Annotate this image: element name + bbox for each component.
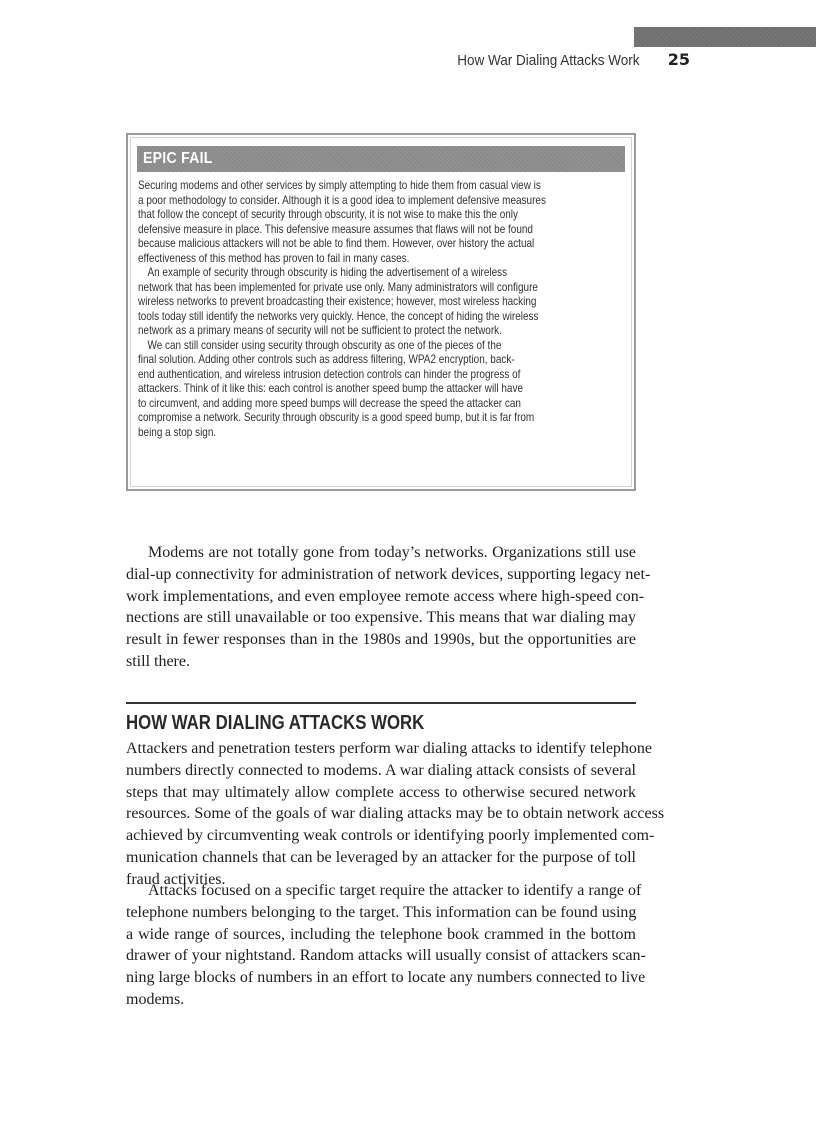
section-paragraph: [126, 738, 665, 891]
text-line: network as a primary means of security will not be sufficient to protect the network.: [138, 324, 502, 337]
text-line: defensive measure in place. This defensive measure assumes that flaws will not be found: [138, 222, 533, 236]
epic-fail-title: EPIC FAIL: [143, 150, 213, 167]
text-line: munication channels that can be leveraged by an attacker for the purpose of toll: [126, 848, 636, 866]
text-line: wireless networks to prevent broadcasting their existence; however, most wireless hacking: [138, 295, 537, 308]
text-line: to circumvent, and adding more speed bumps will decrease the speed the attacker can: [138, 396, 521, 410]
text-line: because malicious attackers will not be able to find them. However, over history the actual: [138, 237, 535, 250]
text-line: modems.: [126, 990, 185, 1008]
section-divider: [126, 702, 636, 704]
text-line: ning large blocks of numbers in an effort to locate any numbers connected to live: [126, 969, 646, 987]
text-line: a wide range of sources, including the telephone book crammed in the bottom: [126, 925, 636, 943]
text-line: nections are still unavailable or too expensive. This means that war dialing may: [126, 609, 636, 627]
text-line: Attacks focused on a specific target require the attacker to identify a range of: [148, 882, 642, 899]
text-line: fraud activities.: [126, 870, 226, 888]
text-line: that follow the concept of security through obscurity, it is not wise to make this the only: [138, 208, 518, 221]
text-line: still there.: [126, 652, 190, 670]
chapter-tab-bar: [634, 27, 816, 47]
text-line: Attackers and penetration testers perform war dialing attacks to identify telephone: [126, 740, 653, 757]
text-line: drawer of your nightstand. Random attacks will usually consist of attackers scan-: [126, 947, 646, 965]
running-head: [0, 50, 690, 74]
text-line: effectiveness of this method has proven to fail in many cases.: [138, 251, 410, 265]
text-line: result in fewer responses than in the 1980s and 1990s, but the opportunities are: [126, 631, 636, 649]
text-line: attackers. Think of it like this: each control is another speed bump the attacker will have: [138, 382, 523, 395]
epic-fail-body: [138, 179, 626, 440]
text-line: end authentication, and wireless intrusion detection controls can hinder the progress of: [138, 367, 521, 381]
epic-fail-sidebar: [126, 133, 636, 491]
epic-fail-paragraph: [138, 266, 626, 339]
running-head-title: How War Dialing Attacks Work: [457, 52, 640, 69]
text-line: compromise a network. Security through obscurity is a good speed bump, but it is far from: [138, 411, 535, 424]
section-heading: [126, 710, 636, 736]
text-line: Modems are not totally gone from today’s networks. Organizations still use: [148, 544, 636, 561]
epic-fail-header: [137, 146, 625, 172]
text-line: achieved by circumventing weak controls or identifying poorly implemented com-: [126, 827, 655, 845]
text-line: a poor methodology to consider. Although it is a good idea to implement defensive measures: [138, 193, 546, 207]
epic-fail-paragraph: [138, 179, 626, 266]
text-line: steps that may ultimately allow complete access to otherwise secured network: [126, 783, 636, 801]
text-line: work implementations, and even employee remote access where high-speed con-: [126, 587, 645, 605]
text-line: network that has been implemented for private use only. Many administrators will configure: [138, 280, 538, 294]
text-line: Securing modems and other services by simply attempting to hide them from casual view is: [138, 179, 541, 192]
page-number: 25: [667, 50, 690, 69]
section-paragraph: [126, 880, 646, 1011]
section-heading-text: HOW WAR DIALING ATTACKS WORK: [126, 712, 425, 734]
text-line: resources. Some of the goals of war dialing attacks may be to obtain network access: [126, 805, 665, 823]
text-line: We can still consider using security through obscurity as one of the pieces of the: [147, 338, 502, 352]
text-line: telephone numbers belonging to the target. This information can be found using: [126, 903, 637, 921]
text-line: tools today still identify the networks very quickly. Hence, the concept of hiding the wireless: [138, 309, 539, 323]
intro-paragraph: [126, 542, 651, 673]
text-line: final solution. Adding other controls such as address filtering, WPA2 encryption, back-: [138, 353, 515, 366]
text-line: numbers directly connected to modems. A war dialing attack consists of several: [126, 761, 636, 779]
text-line: being a stop sign.: [138, 425, 217, 439]
text-line: dial-up connectivity for administration of network devices, supporting legacy net-: [126, 565, 651, 583]
epic-fail-paragraph: [138, 339, 626, 441]
text-line: An example of security through obscurity is hiding the advertisement of a wireless: [147, 266, 508, 279]
